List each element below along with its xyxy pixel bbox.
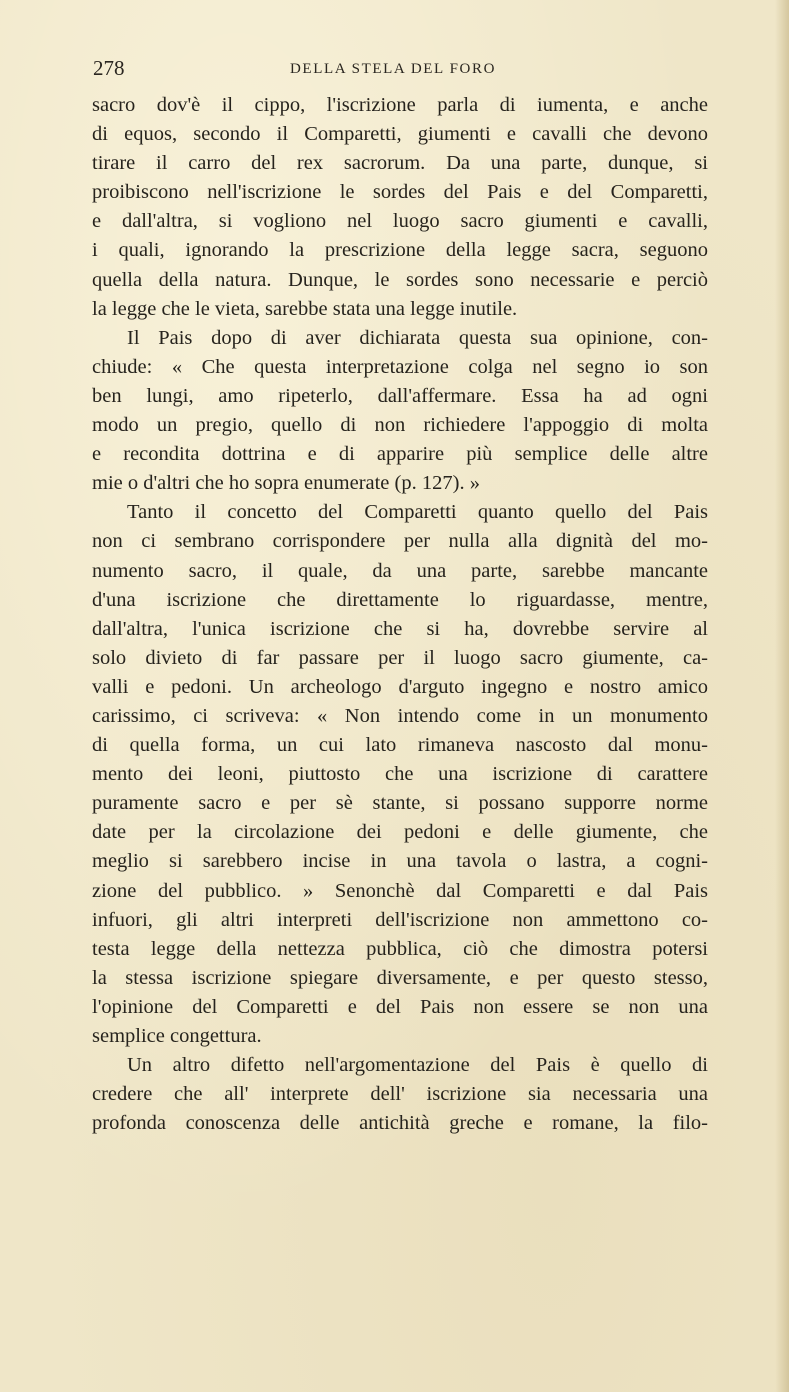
text-line: carissimo, ci scriveva: « Non intendo come in un monumento xyxy=(92,704,708,727)
text-line: mento dei leoni, piuttosto che una iscrizione di carattere xyxy=(92,763,708,786)
text-line: modo un pregio, quello di non richiedere l'appoggio di molta xyxy=(92,414,708,437)
text-line: dall'altra, l'unica iscrizione che si ha, dovrebbe servire al xyxy=(92,617,708,640)
body-text xyxy=(92,91,708,1138)
running-title: DELLA STELA DEL FORO xyxy=(290,61,497,77)
text-line: testa legge della nettezza pubblica, ciò che dimostra potersi xyxy=(92,937,708,960)
text-line: profonda conoscenza delle antichità greche e romane, la filo- xyxy=(92,1112,708,1135)
text-line: di quella forma, un cui lato rimaneva nascosto dal monu- xyxy=(92,734,708,757)
text-line: proibiscono nell'iscrizione le sordes del Pais e del Comparetti, xyxy=(92,181,708,204)
text-line: infuori, gli altri interpreti dell'iscrizione non ammettono co- xyxy=(92,908,708,931)
text-line: credere che all' interprete dell' iscrizione sia necessaria una xyxy=(92,1083,708,1106)
page-edge-shadow xyxy=(775,0,789,1392)
text-line: e recondita dottrina e di apparire più semplice delle altre xyxy=(92,443,708,466)
text-line: zione del pubblico. » Senonchè dal Comparetti e dal Pais xyxy=(92,879,708,902)
text-line: l'opinione del Comparetti e del Pais non essere se non una xyxy=(92,995,708,1018)
page-header xyxy=(93,56,713,86)
text-line: e dall'altra, si vogliono nel luogo sacro giumenti e cavalli, xyxy=(92,210,708,233)
text-line: ben lungi, amo ripeterlo, dall'affermare. Essa ha ad ogni xyxy=(92,384,708,407)
page-number: 278 xyxy=(93,56,125,80)
text-line: meglio si sarebbero incise in una tavola o lastra, a cogni- xyxy=(92,850,708,873)
text-line: chiude: « Che questa interpretazione colga nel segno io son xyxy=(92,355,708,378)
text-line: di equos, secondo il Comparetti, giumenti e cavalli che devono xyxy=(92,123,708,146)
text-line: Un altro difetto nell'argomentazione del Pais è quello di xyxy=(127,1054,708,1077)
text-line: i quali, ignorando la prescrizione della legge sacra, seguono xyxy=(92,239,708,262)
text-line: valli e pedoni. Un archeologo d'arguto ingegno e nostro amico xyxy=(92,675,708,698)
text-line: la legge che le vieta, sarebbe stata una legge inutile. xyxy=(92,297,518,320)
text-line: Il Pais dopo di aver dichiarata questa sua opinione, con- xyxy=(127,326,708,349)
text-line: la stessa iscrizione spiegare diversamente, e per questo stesso, xyxy=(92,966,708,989)
text-line: d'una iscrizione che direttamente lo riguardasse, mentre, xyxy=(92,588,708,611)
text-line: date per la circolazione dei pedoni e delle giumente, che xyxy=(92,821,708,844)
text-line: solo divieto di far passare per il luogo sacro giumente, ca- xyxy=(92,646,708,669)
text-line: mie o d'altri che ho sopra enumerate (p. 127). » xyxy=(92,472,480,495)
text-line: quella della natura. Dunque, le sordes sono necessarie e perciò xyxy=(92,268,708,291)
text-line: semplice congettura. xyxy=(92,1025,262,1047)
text-line: non ci sembrano corrispondere per nulla alla dignità del mo- xyxy=(92,530,708,553)
text-line: Tanto il concetto del Comparetti quanto quello del Pais xyxy=(127,501,708,524)
text-line: tirare il carro del rex sacrorum. Da una parte, dunque, si xyxy=(92,152,708,175)
text-line: sacro dov'è il cippo, l'iscrizione parla di iumenta, e anche xyxy=(92,94,708,116)
text-line: puramente sacro e per sè stante, si possano supporre norme xyxy=(92,792,708,815)
text-line: numento sacro, il quale, da una parte, sarebbe mancante xyxy=(92,559,708,582)
